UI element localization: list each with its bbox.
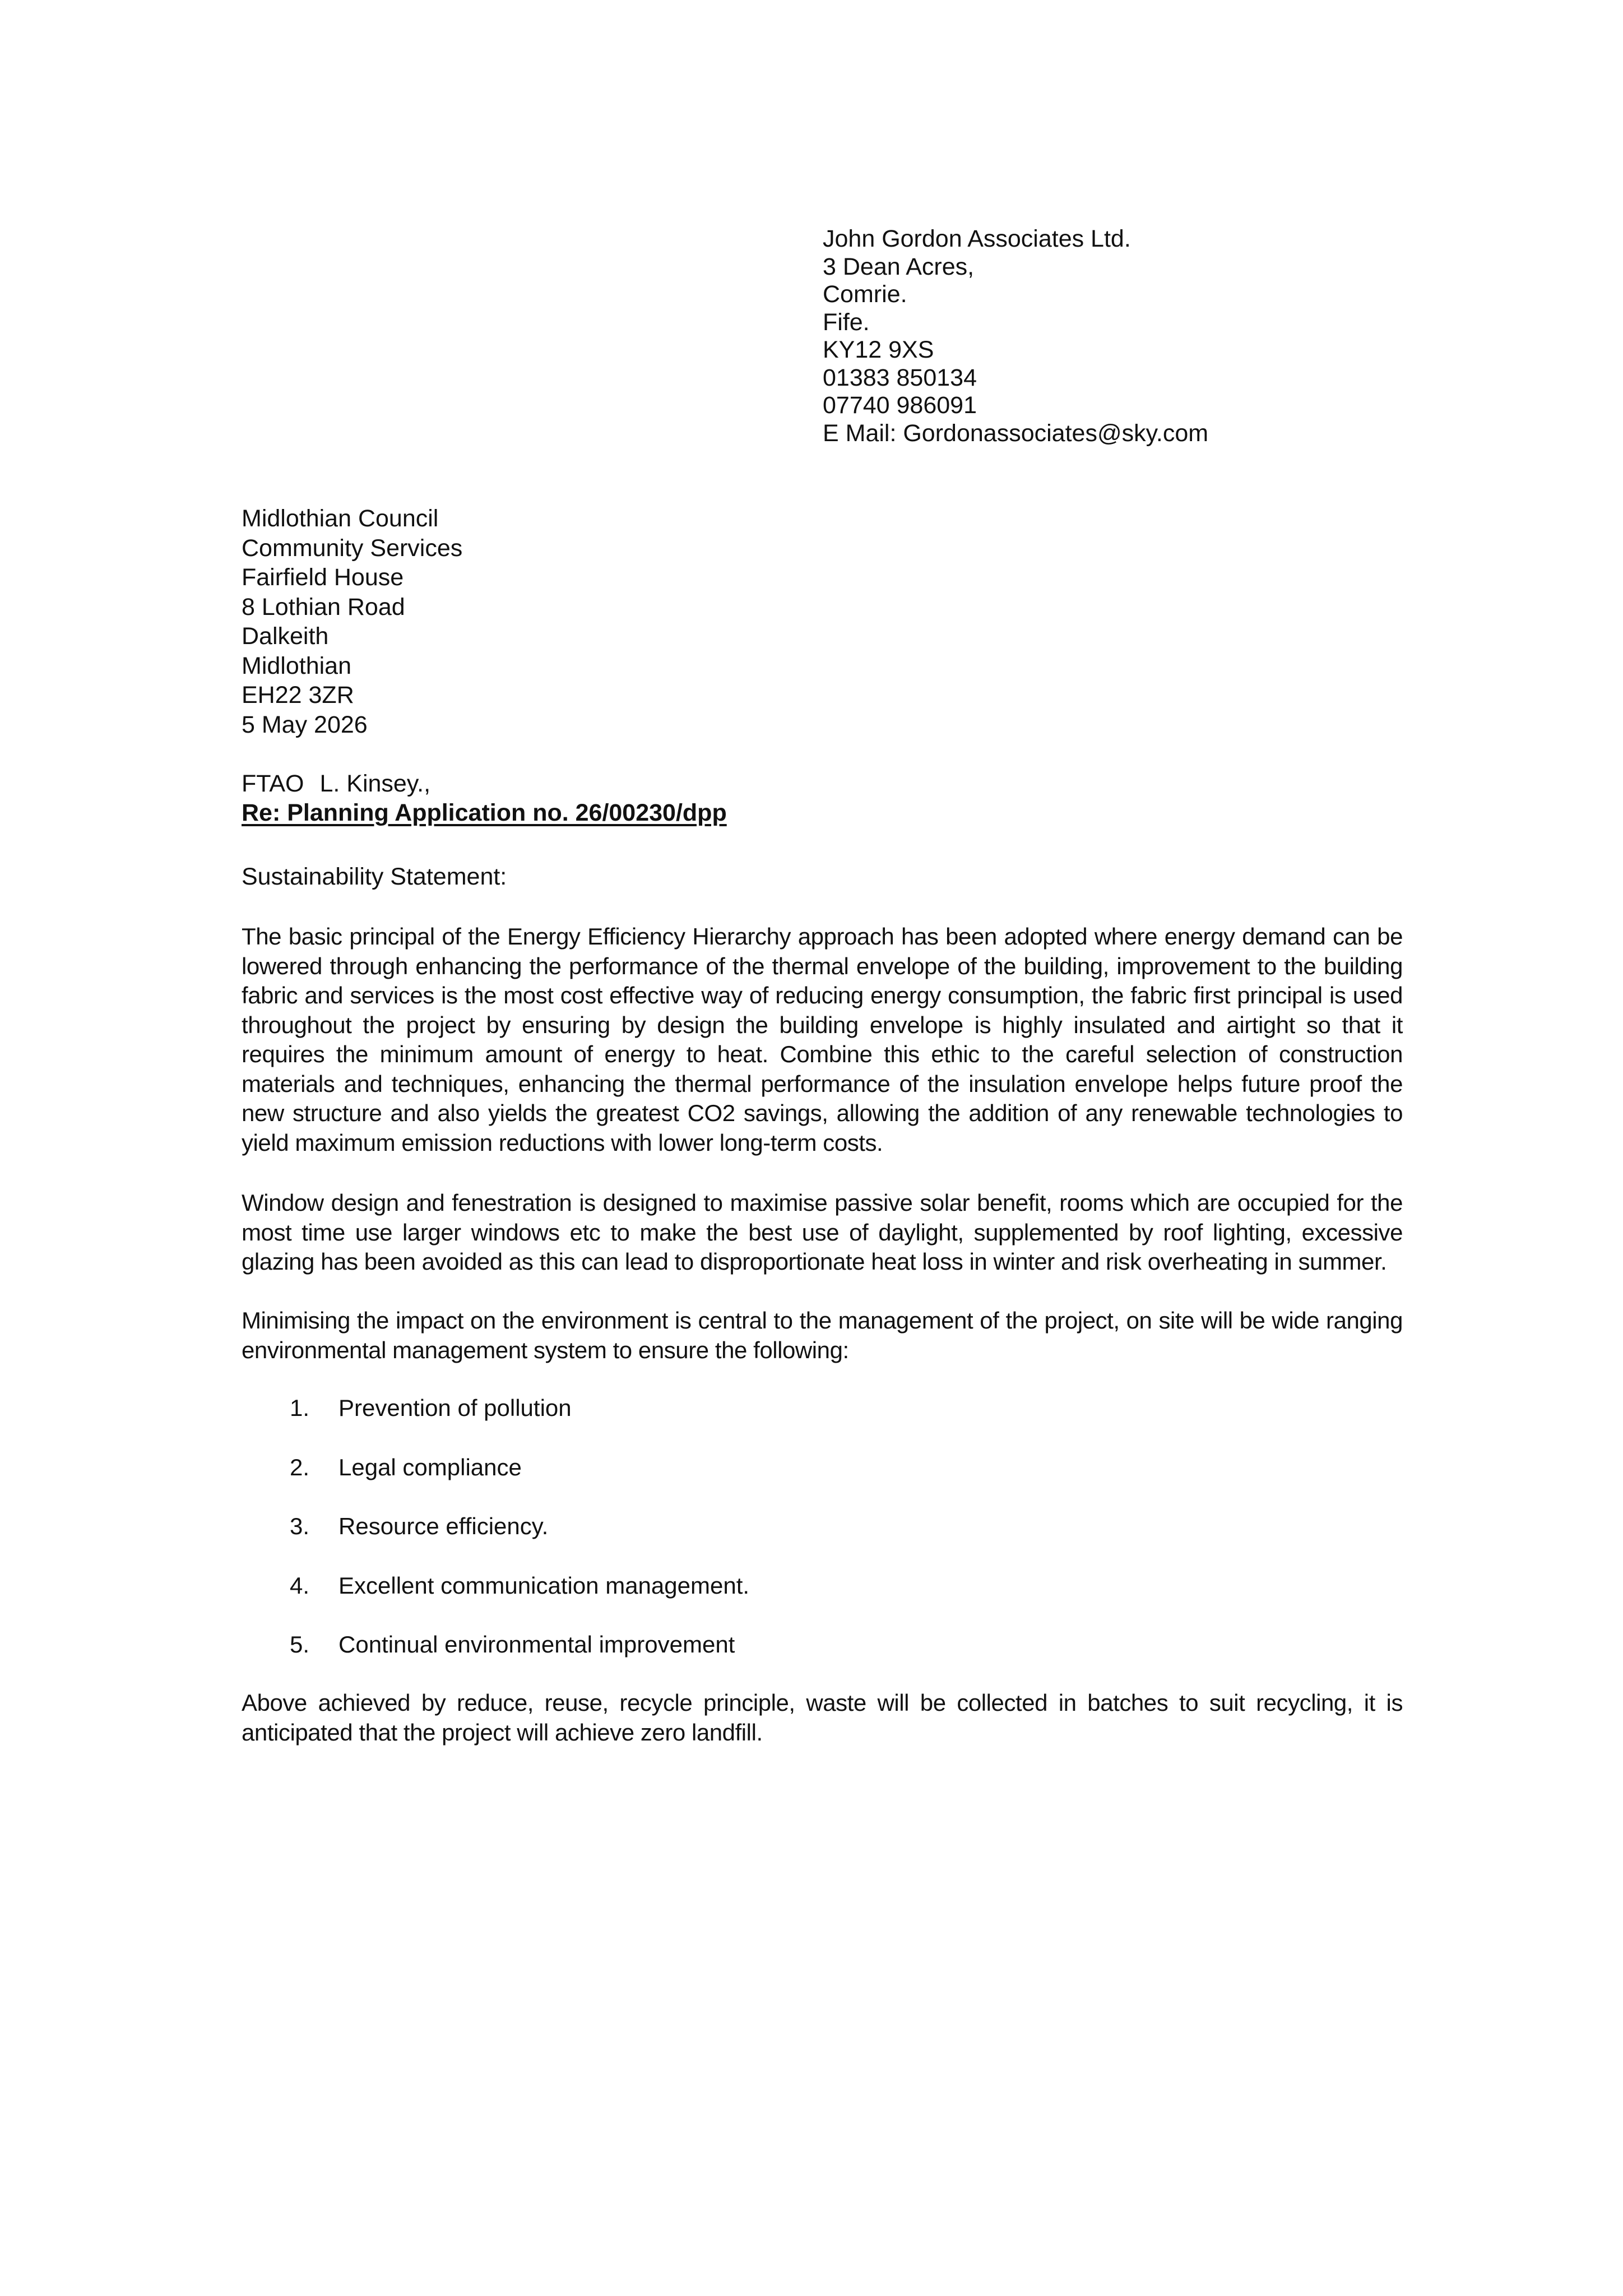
list-item-text: Excellent communication management. bbox=[338, 1572, 750, 1599]
sender-address-line: 3 Dean Acres, bbox=[823, 253, 975, 280]
list-item bbox=[242, 1630, 749, 1689]
body-paragraph: The basic principal of the Energy Efficiency Hierarchy approach has been adopted where energy demand can be lowered through enhancing the performance of the thermal envelope of the building, improvement to the building fabric and services is the most cost effective way of reducing energy consumption, the fabric first principal is used throughout the project by ensuring by design the building envelope is highly insulated and airtight so that it requires the minimum amount of energy to heat. Combine this ethic to the careful selection of construction materials and techniques, enhancing the thermal performance of the insulation envelope helps future proof the new structure and also yields the greatest CO2 savings, allowing the addition of any renewable technologies to yield maximum emission reductions with lower long-term costs. bbox=[242, 923, 1403, 1156]
recipient-organisation: Midlothian Council bbox=[242, 505, 439, 532]
recipient-address-line: Dalkeith bbox=[242, 623, 329, 650]
statement-heading: Sustainability Statement: bbox=[242, 863, 507, 890]
letter-date: 5 May 2026 bbox=[242, 711, 368, 738]
list-item-text: Prevention of pollution bbox=[338, 1395, 572, 1421]
list-item bbox=[242, 1394, 749, 1453]
sender-postcode: KY12 9XS bbox=[823, 336, 934, 363]
sender-address-line: Fife. bbox=[823, 308, 870, 336]
recipient-postcode: EH22 3ZR bbox=[242, 682, 354, 709]
list-item bbox=[242, 1512, 749, 1571]
recipient-address-line: Fairfield House bbox=[242, 564, 404, 591]
list-item-number: 5. bbox=[290, 1631, 310, 1658]
ftao-line bbox=[242, 769, 430, 798]
list-item-number: 1. bbox=[290, 1395, 310, 1421]
sender-mobile: 07740 986091 bbox=[823, 392, 977, 419]
sender-company-name: John Gordon Associates Ltd. bbox=[823, 225, 1131, 252]
list-item bbox=[242, 1453, 749, 1512]
list-item-text: Legal compliance bbox=[338, 1453, 522, 1480]
ftao-name: L. Kinsey., bbox=[319, 770, 431, 797]
list-item-text: Resource efficiency. bbox=[338, 1513, 549, 1539]
reference-line: Re: Planning Application no. 26/00230/dpp bbox=[242, 799, 727, 826]
recipient-address-line: 8 Lothian Road bbox=[242, 593, 405, 621]
recipient-department: Community Services bbox=[242, 534, 463, 562]
numbered-list bbox=[242, 1394, 749, 1689]
body-paragraph: Minimising the impact on the environment is central to the management of the project, on site will be wide ranging environmental management system to ensure the following: bbox=[242, 1307, 1403, 1363]
list-item-number: 3. bbox=[290, 1513, 310, 1539]
closing-paragraph: Above achieved by reduce, reuse, recycle principle, waste will be collected in batches to suit recycling, it is anticipated that the project will achieve zero landfill. bbox=[242, 1689, 1403, 1746]
list-item-number: 2. bbox=[290, 1453, 310, 1480]
list-item-text: Continual environmental improvement bbox=[338, 1631, 735, 1658]
ftao-label: FTAO bbox=[242, 770, 304, 797]
body-paragraph: Window design and fenestration is designed to maximise passive solar benefit, rooms which are occupied for the most time use larger windows etc to make the best use of daylight, supplemented by roof lighting, excessive glazing has been avoided as this can lead to disproportionate heat loss in winter and risk overheating in summer. bbox=[242, 1189, 1403, 1275]
sender-email: E Mail: Gordonassociates@sky.com bbox=[823, 419, 1209, 447]
recipient-address-block bbox=[242, 504, 462, 739]
list-item-number: 4. bbox=[290, 1572, 310, 1599]
sender-address-block bbox=[823, 225, 1208, 447]
recipient-address-line: Midlothian bbox=[242, 652, 351, 679]
list-item bbox=[242, 1571, 749, 1631]
sender-phone: 01383 850134 bbox=[823, 364, 977, 391]
sender-address-line: Comrie. bbox=[823, 281, 907, 308]
